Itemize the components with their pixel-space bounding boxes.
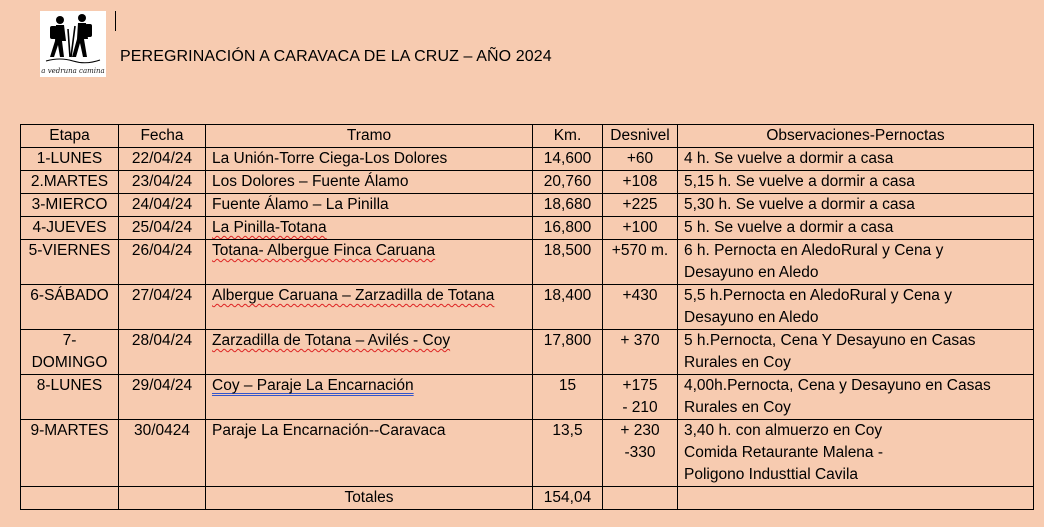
cell-etapa: 4-JUEVES: [21, 217, 119, 240]
cell-km: 18,680: [533, 194, 603, 217]
cell-desnivel: + 370: [603, 330, 678, 375]
logo: [40, 11, 106, 77]
cell-etapa: 5-VIERNES: [21, 240, 119, 285]
cell-tramo: La Unión-Torre Ciega-Los Dolores: [206, 148, 533, 171]
cell-tramo: Totana- Albergue Finca Caruana: [206, 240, 533, 285]
totals-label: Totales: [206, 487, 533, 510]
cell-km: 14,600: [533, 148, 603, 171]
cell-tramo: Albergue Caruana – Zarzadilla de Totana: [206, 285, 533, 330]
cell-empty: [678, 487, 1034, 510]
header-desnivel: Desnivel: [603, 125, 678, 148]
cell-desnivel: +570 m.: [603, 240, 678, 285]
cell-empty: [21, 487, 119, 510]
cell-km: 17,800: [533, 330, 603, 375]
cell-observaciones: 4 h. Se vuelve a dormir a casa: [678, 148, 1034, 171]
cell-km: 13,5: [533, 420, 603, 487]
cell-fecha: 27/04/24: [119, 285, 206, 330]
header-km: Km.: [533, 125, 603, 148]
cell-desnivel: +100: [603, 217, 678, 240]
cell-desnivel: + 230 -330: [603, 420, 678, 487]
hikers-logo-icon: [40, 11, 106, 67]
table-row: [21, 285, 1034, 330]
cell-etapa: 7- DOMINGO: [21, 330, 119, 375]
cell-observaciones: 5,15 h. Se vuelve a dormir a casa: [678, 171, 1034, 194]
cell-desnivel: +430: [603, 285, 678, 330]
table-header-row: [21, 125, 1034, 148]
cell-fecha: 24/04/24: [119, 194, 206, 217]
header-fecha: Fecha: [119, 125, 206, 148]
cell-fecha: 26/04/24: [119, 240, 206, 285]
cell-observaciones: 5 h.Pernocta, Cena Y Desayuno en Casas Rurales en Coy: [678, 330, 1034, 375]
totals-km: 154,04: [533, 487, 603, 510]
cell-km: 15: [533, 375, 603, 420]
cell-empty: [603, 487, 678, 510]
cell-desnivel: +225: [603, 194, 678, 217]
table-row: [21, 240, 1034, 285]
cell-desnivel: +108: [603, 171, 678, 194]
header-etapa: Etapa: [21, 125, 119, 148]
text-cursor: [115, 11, 116, 31]
cell-etapa: 3-MIERCO: [21, 194, 119, 217]
cell-fecha: 28/04/24: [119, 330, 206, 375]
cell-fecha: 25/04/24: [119, 217, 206, 240]
cell-fecha: 29/04/24: [119, 375, 206, 420]
cell-observaciones: 5 h. Se vuelve a dormir a casa: [678, 217, 1034, 240]
stages-table: [20, 124, 1034, 510]
table-row: [21, 375, 1034, 420]
cell-fecha: 22/04/24: [119, 148, 206, 171]
table-row: [21, 420, 1034, 487]
cell-tramo: La Pinilla-Totana: [206, 217, 533, 240]
cell-observaciones: 5,30 h. Se vuelve a dormir a casa: [678, 194, 1034, 217]
table-row: [21, 217, 1034, 240]
cell-observaciones: 3,40 h. con almuerzo en Coy Comida Retaurante Malena - Poligono Industtial Cavila: [678, 420, 1034, 487]
cell-empty: [119, 487, 206, 510]
header-observaciones: Observaciones-Pernoctas: [678, 125, 1034, 148]
cell-desnivel: +175 - 210: [603, 375, 678, 420]
cell-tramo: Los Dolores – Fuente Álamo: [206, 171, 533, 194]
cell-tramo: Zarzadilla de Totana – Avilés - Coy: [206, 330, 533, 375]
cell-observaciones: 6 h. Pernocta en AledoRural y Cena y Desayuno en Aledo: [678, 240, 1034, 285]
cell-desnivel: +60: [603, 148, 678, 171]
cell-etapa: 6-SÁBADO: [21, 285, 119, 330]
logo-caption: a vedruna camina: [41, 67, 105, 75]
page-title: PEREGRINACIÓN A CARAVACA DE LA CRUZ – AÑO 2024: [120, 48, 552, 65]
table-row: [21, 330, 1034, 375]
table-row: [21, 194, 1034, 217]
cell-fecha: 23/04/24: [119, 171, 206, 194]
cell-tramo: Paraje La Encarnación--Caravaca: [206, 420, 533, 487]
cell-etapa: 1-LUNES: [21, 148, 119, 171]
cell-km: 16,800: [533, 217, 603, 240]
totals-row: [21, 487, 1034, 510]
cell-etapa: 9-MARTES: [21, 420, 119, 487]
cell-observaciones: 5,5 h.Pernocta en AledoRural y Cena y Desayuno en Aledo: [678, 285, 1034, 330]
table-row: [21, 171, 1034, 194]
header-tramo: Tramo: [206, 125, 533, 148]
cell-fecha: 30/0424: [119, 420, 206, 487]
cell-km: 18,400: [533, 285, 603, 330]
cell-tramo: Coy – Paraje La Encarnación: [206, 375, 533, 420]
cell-observaciones: 4,00h.Pernocta, Cena y Desayuno en Casas Rurales en Coy: [678, 375, 1034, 420]
cell-tramo: Fuente Álamo – La Pinilla: [206, 194, 533, 217]
cell-km: 18,500: [533, 240, 603, 285]
cell-km: 20,760: [533, 171, 603, 194]
cell-etapa: 8-LUNES: [21, 375, 119, 420]
table-row: [21, 148, 1034, 171]
cell-etapa: 2.MARTES: [21, 171, 119, 194]
